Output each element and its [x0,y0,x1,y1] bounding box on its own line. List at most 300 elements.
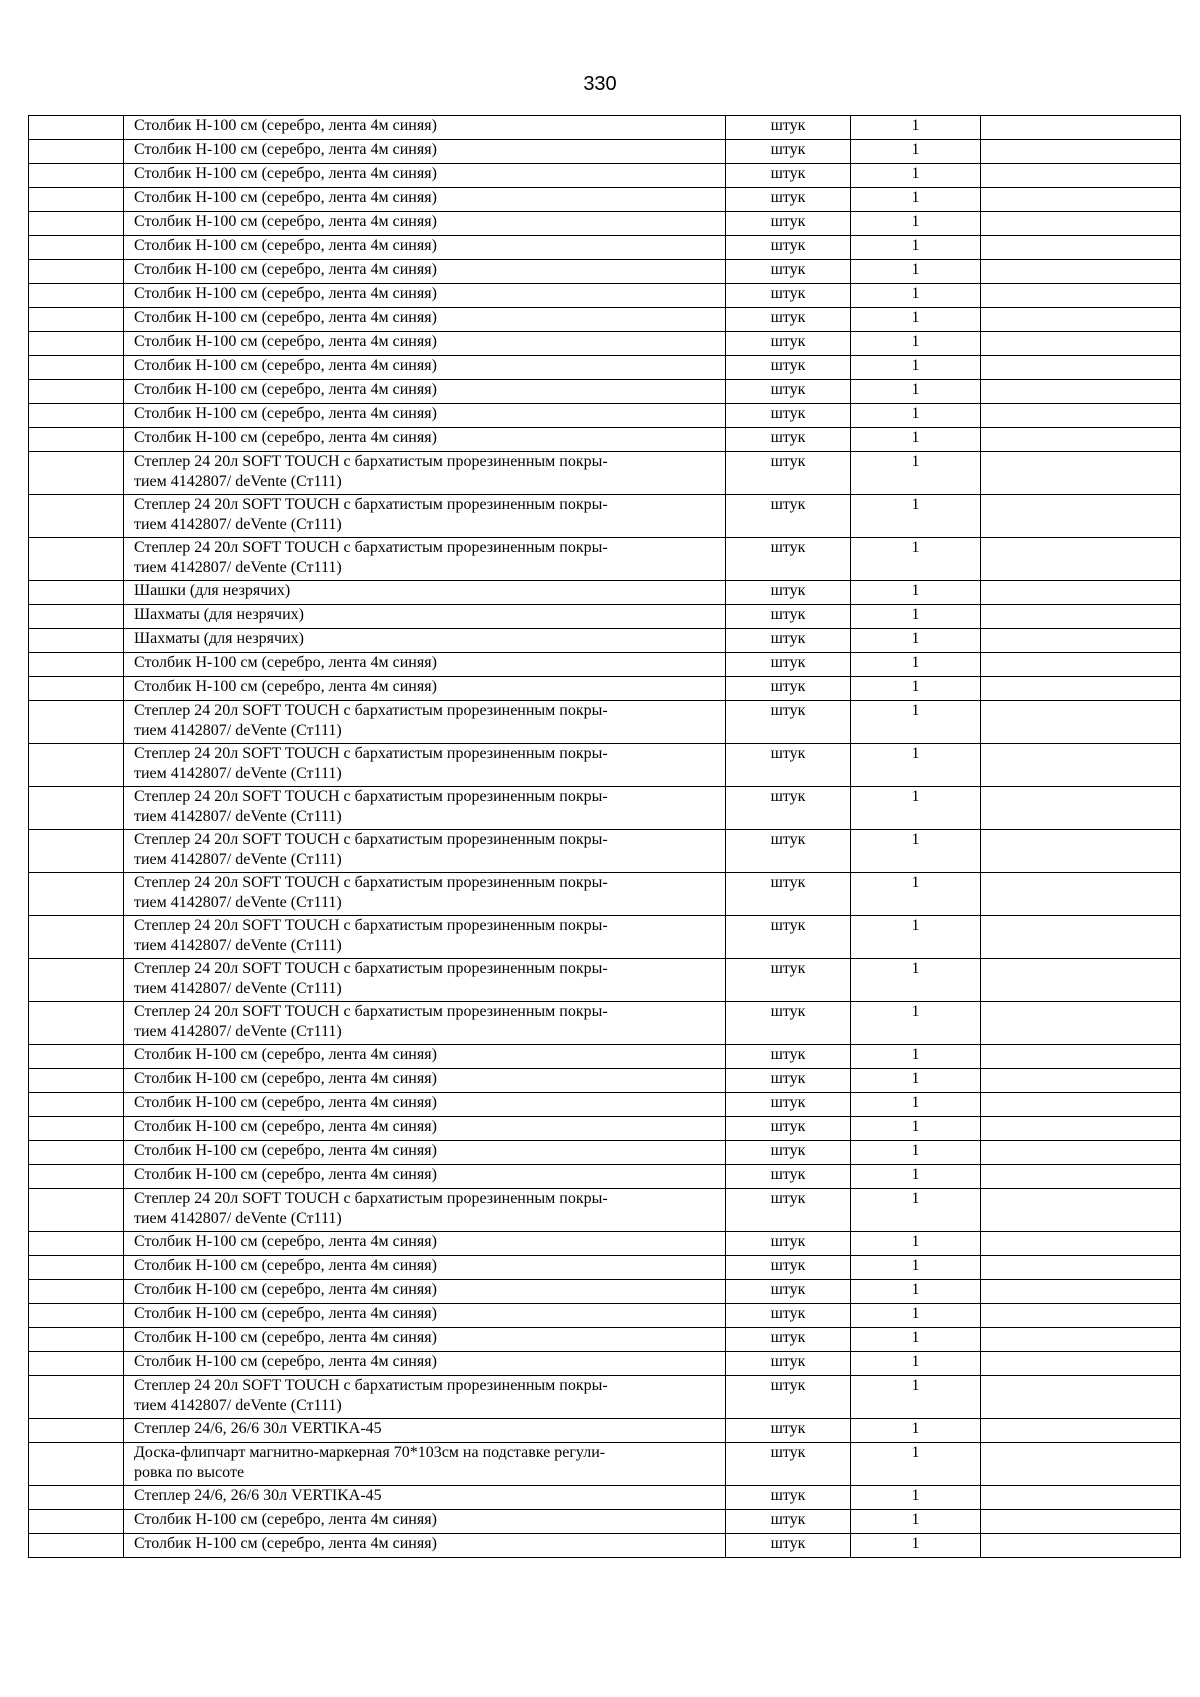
table-row [29,605,1181,629]
item-name-line: Столбик Н-100 см (серебро, лента 4м синяя) [134,213,437,230]
table-row [29,1376,1181,1419]
table-row [29,581,1181,605]
page-number: 330 [583,73,617,95]
table-row [29,1419,1181,1443]
item-name-line: Степлер 24 20л SOFT TOUCH с бархатистым прорезиненным покры- [134,539,608,556]
item-name-line: тием 4142807/ deVente (Ст111) [134,894,342,911]
item-name-line: Столбик Н-100 см (серебро, лента 4м синяя) [134,1535,437,1552]
item-name-line: Столбик Н-100 см (серебро, лента 4м синяя) [134,1166,437,1183]
item-name-line: Столбик Н-100 см (серебро, лента 4м синяя) [134,678,437,695]
table-row [29,260,1181,284]
item-unit-cell: штук [726,356,851,380]
row-number-cell [29,1352,124,1376]
item-quantity-cell: 1 [851,873,981,916]
item-unit-cell: штук [726,164,851,188]
item-name-line: Столбик Н-100 см (серебро, лента 4м синяя) [134,261,437,278]
notes-cell [981,1093,1181,1117]
table-row [29,212,1181,236]
row-number-cell [29,452,124,495]
notes-cell [981,1232,1181,1256]
row-number-cell [29,830,124,873]
notes-cell [981,1376,1181,1419]
item-quantity-cell: 1 [851,188,981,212]
item-quantity-cell: 1 [851,1002,981,1045]
items-table [28,115,1181,1558]
item-name-line: Столбик Н-100 см (серебро, лента 4м синяя) [134,405,437,422]
item-name-line: тием 4142807/ deVente (Ст111) [134,765,342,782]
row-number-cell [29,428,124,452]
item-name-cell [124,356,726,380]
item-quantity-cell: 1 [851,1069,981,1093]
table-row [29,959,1181,1002]
table-row [29,1093,1181,1117]
item-name-cell [124,428,726,452]
table-row [29,744,1181,787]
item-name-cell [124,677,726,701]
item-name-line: Столбик Н-100 см (серебро, лента 4м синяя) [134,654,437,671]
item-unit-cell: штук [726,1328,851,1352]
item-name-line: Столбик Н-100 см (серебро, лента 4м синяя) [134,141,437,158]
item-name-cell [124,140,726,164]
row-number-cell [29,140,124,164]
row-number-cell [29,629,124,653]
notes-cell [981,260,1181,284]
notes-cell [981,1510,1181,1534]
item-name-line: Степлер 24 20л SOFT TOUCH с бархатистым прорезиненным покры- [134,453,608,470]
item-name-cell [124,1376,726,1419]
table-row [29,1486,1181,1510]
table-row [29,284,1181,308]
item-name-line: ровка по высоте [134,1464,245,1481]
item-name-line: Столбик Н-100 см (серебро, лента 4м синяя) [134,165,437,182]
item-name-cell [124,1486,726,1510]
table-row [29,495,1181,538]
item-unit-cell: штук [726,873,851,916]
row-number-cell [29,1232,124,1256]
item-name-line: Степлер 24 20л SOFT TOUCH с бархатистым прорезиненным покры- [134,1377,608,1394]
table-row [29,1328,1181,1352]
item-name-line: Степлер 24 20л SOFT TOUCH с бархатистым прорезиненным покры- [134,745,608,762]
item-name-cell [124,629,726,653]
item-name-cell [124,188,726,212]
table-row [29,332,1181,356]
row-number-cell [29,1045,124,1069]
item-name-line: Столбик Н-100 см (серебро, лента 4м синяя) [134,1142,437,1159]
notes-cell [981,959,1181,1002]
item-quantity-cell: 1 [851,677,981,701]
item-name-cell [124,380,726,404]
item-name-line: Столбик Н-100 см (серебро, лента 4м синяя) [134,381,437,398]
table-row [29,404,1181,428]
item-name-cell [124,538,726,581]
item-quantity-cell: 1 [851,428,981,452]
item-unit-cell: штук [726,629,851,653]
table-row [29,380,1181,404]
item-unit-cell: штук [726,677,851,701]
item-quantity-cell: 1 [851,1117,981,1141]
item-unit-cell: штук [726,1165,851,1189]
row-number-cell [29,1256,124,1280]
item-quantity-cell: 1 [851,1534,981,1558]
item-unit-cell: штук [726,581,851,605]
item-name-cell [124,1002,726,1045]
table-row [29,1534,1181,1558]
notes-cell [981,581,1181,605]
item-unit-cell: штук [726,605,851,629]
row-number-cell [29,581,124,605]
row-number-cell [29,356,124,380]
item-unit-cell: штук [726,116,851,140]
row-number-cell [29,1189,124,1232]
item-name-line: Степлер 24 20л SOFT TOUCH с бархатистым прорезиненным покры- [134,917,608,934]
item-name-cell [124,495,726,538]
notes-cell [981,1328,1181,1352]
notes-cell [981,308,1181,332]
item-unit-cell: штук [726,308,851,332]
item-name-line: тием 4142807/ deVente (Ст111) [134,1210,342,1227]
item-name-cell [124,873,726,916]
item-unit-cell: штук [726,701,851,744]
item-quantity-cell: 1 [851,1093,981,1117]
item-unit-cell: штук [726,744,851,787]
row-number-cell [29,916,124,959]
table-row [29,1045,1181,1069]
item-unit-cell: штук [726,959,851,1002]
item-name-line: Степлер 24 20л SOFT TOUCH с бархатистым прорезиненным покры- [134,496,608,513]
item-name-cell [124,260,726,284]
item-quantity-cell: 1 [851,701,981,744]
item-quantity-cell: 1 [851,1256,981,1280]
row-number-cell [29,380,124,404]
item-quantity-cell: 1 [851,212,981,236]
item-quantity-cell: 1 [851,380,981,404]
item-quantity-cell: 1 [851,1510,981,1534]
row-number-cell [29,188,124,212]
item-name-cell [124,1165,726,1189]
item-name-cell [124,1093,726,1117]
table-row [29,428,1181,452]
item-name-cell [124,404,726,428]
item-quantity-cell: 1 [851,830,981,873]
item-name-line: Столбик Н-100 см (серебро, лента 4м синяя) [134,1094,437,1111]
row-number-cell [29,1002,124,1045]
item-quantity-cell: 1 [851,916,981,959]
item-name-line: Шахматы (для незрячих) [134,630,304,647]
row-number-cell [29,653,124,677]
item-quantity-cell: 1 [851,1165,981,1189]
table-row [29,452,1181,495]
item-name-cell [124,653,726,677]
table-row [29,538,1181,581]
notes-cell [981,1534,1181,1558]
item-name-line: Шахматы (для незрячих) [134,606,304,623]
table-row [29,356,1181,380]
item-quantity-cell: 1 [851,1443,981,1486]
item-quantity-cell: 1 [851,1328,981,1352]
row-number-cell [29,1069,124,1093]
table-row [29,1232,1181,1256]
table-row [29,787,1181,830]
row-number-cell [29,701,124,744]
item-quantity-cell: 1 [851,452,981,495]
item-name-line: тием 4142807/ deVente (Ст111) [134,980,342,997]
table-row [29,1141,1181,1165]
table-row [29,1165,1181,1189]
item-name-cell [124,701,726,744]
notes-cell [981,188,1181,212]
row-number-cell [29,495,124,538]
item-name-line: Степлер 24 20л SOFT TOUCH с бархатистым прорезиненным покры- [134,702,608,719]
table-row [29,164,1181,188]
item-quantity-cell: 1 [851,164,981,188]
item-name-line: Столбик Н-100 см (серебро, лента 4м синяя) [134,1511,437,1528]
table-row [29,1069,1181,1093]
item-name-line: тием 4142807/ deVente (Ст111) [134,722,342,739]
notes-cell [981,116,1181,140]
table-row [29,308,1181,332]
notes-cell [981,1002,1181,1045]
item-unit-cell: штук [726,1534,851,1558]
row-number-cell [29,873,124,916]
item-quantity-cell: 1 [851,1232,981,1256]
notes-cell [981,1352,1181,1376]
item-name-line: Столбик Н-100 см (серебро, лента 4м синяя) [134,1281,437,1298]
item-name-cell [124,308,726,332]
item-name-line: Степлер 24 20л SOFT TOUCH с бархатистым прорезиненным покры- [134,874,608,891]
row-number-cell [29,744,124,787]
notes-cell [981,284,1181,308]
notes-cell [981,140,1181,164]
item-unit-cell: штук [726,916,851,959]
notes-cell [981,1486,1181,1510]
table-row [29,701,1181,744]
item-quantity-cell: 1 [851,1045,981,1069]
row-number-cell [29,164,124,188]
row-number-cell [29,116,124,140]
notes-cell [981,332,1181,356]
item-quantity-cell: 1 [851,744,981,787]
item-unit-cell: штук [726,1232,851,1256]
notes-cell [981,164,1181,188]
item-unit-cell: штук [726,284,851,308]
item-name-line: Степлер 24 20л SOFT TOUCH с бархатистым прорезиненным покры- [134,831,608,848]
item-name-line: Столбик Н-100 см (серебро, лента 4м синяя) [134,1118,437,1135]
notes-cell [981,236,1181,260]
item-name-cell [124,787,726,830]
row-number-cell [29,260,124,284]
item-name-line: Столбик Н-100 см (серебро, лента 4м синяя) [134,1233,437,1250]
item-quantity-cell: 1 [851,1419,981,1443]
item-unit-cell: штук [726,428,851,452]
notes-cell [981,380,1181,404]
row-number-cell [29,1376,124,1419]
table-row [29,236,1181,260]
row-number-cell [29,605,124,629]
item-unit-cell: штук [726,1141,851,1165]
notes-cell [981,495,1181,538]
item-quantity-cell: 1 [851,1376,981,1419]
notes-cell [981,1165,1181,1189]
item-name-line: Столбик Н-100 см (серебро, лента 4м синяя) [134,429,437,446]
item-name-cell [124,164,726,188]
item-name-cell [124,284,726,308]
notes-cell [981,1117,1181,1141]
item-quantity-cell: 1 [851,140,981,164]
item-name-cell [124,1141,726,1165]
notes-cell [981,677,1181,701]
item-name-cell [124,1328,726,1352]
item-unit-cell: штук [726,260,851,284]
item-name-cell [124,1189,726,1232]
item-name-line: Столбик Н-100 см (серебро, лента 4м синяя) [134,1070,437,1087]
item-unit-cell: штук [726,1093,851,1117]
table-row [29,1256,1181,1280]
row-number-cell [29,1486,124,1510]
item-unit-cell: штук [726,1117,851,1141]
item-name-line: тием 4142807/ deVente (Ст111) [134,937,342,954]
table-row [29,653,1181,677]
item-quantity-cell: 1 [851,284,981,308]
item-name-line: Столбик Н-100 см (серебро, лента 4м синяя) [134,333,437,350]
item-name-cell [124,1045,726,1069]
row-number-cell [29,1093,124,1117]
notes-cell [981,1256,1181,1280]
item-unit-cell: штук [726,452,851,495]
row-number-cell [29,1141,124,1165]
row-number-cell [29,1443,124,1486]
item-unit-cell: штук [726,1069,851,1093]
item-name-line: Столбик Н-100 см (серебро, лента 4м синяя) [134,1046,437,1063]
items-table-body [29,116,1181,1558]
item-unit-cell: штук [726,1486,851,1510]
notes-cell [981,356,1181,380]
item-unit-cell: штук [726,1443,851,1486]
row-number-cell [29,959,124,1002]
notes-cell [981,538,1181,581]
row-number-cell [29,1117,124,1141]
item-quantity-cell: 1 [851,605,981,629]
row-number-cell [29,787,124,830]
table-row [29,188,1181,212]
item-quantity-cell: 1 [851,538,981,581]
item-name-line: Столбик Н-100 см (серебро, лента 4м синяя) [134,1305,437,1322]
item-name-cell [124,452,726,495]
item-unit-cell: штук [726,787,851,830]
notes-cell [981,1280,1181,1304]
item-quantity-cell: 1 [851,236,981,260]
item-unit-cell: штук [726,538,851,581]
row-number-cell [29,677,124,701]
table-row [29,1002,1181,1045]
item-name-cell [124,1232,726,1256]
item-name-line: Степлер 24/6, 26/6 30л VERTIKA-45 [134,1420,382,1437]
item-quantity-cell: 1 [851,653,981,677]
row-number-cell [29,538,124,581]
table-row [29,1117,1181,1141]
notes-cell [981,830,1181,873]
table-row [29,140,1181,164]
item-name-line: тием 4142807/ deVente (Ст111) [134,559,342,576]
item-name-line: Столбик Н-100 см (серебро, лента 4м синяя) [134,309,437,326]
item-quantity-cell: 1 [851,308,981,332]
item-name-line: Шашки (для незрячих) [134,582,291,599]
item-name-cell [124,1256,726,1280]
row-number-cell [29,404,124,428]
item-unit-cell: штук [726,830,851,873]
notes-cell [981,404,1181,428]
notes-cell [981,1069,1181,1093]
item-unit-cell: штук [726,1256,851,1280]
item-name-cell [124,1443,726,1486]
item-unit-cell: штук [726,380,851,404]
item-name-line: Столбик Н-100 см (серебро, лента 4м синяя) [134,1329,437,1346]
item-unit-cell: штук [726,188,851,212]
item-name-cell [124,1304,726,1328]
item-name-cell [124,236,726,260]
item-name-cell [124,1419,726,1443]
item-unit-cell: штук [726,1304,851,1328]
item-quantity-cell: 1 [851,787,981,830]
table-row [29,1304,1181,1328]
item-name-cell [124,959,726,1002]
item-unit-cell: штук [726,495,851,538]
item-name-cell [124,744,726,787]
item-unit-cell: штук [726,1280,851,1304]
item-name-cell [124,116,726,140]
item-quantity-cell: 1 [851,356,981,380]
item-name-line: тием 4142807/ deVente (Ст111) [134,1397,342,1414]
table-row [29,830,1181,873]
notes-cell [981,787,1181,830]
row-number-cell [29,1304,124,1328]
notes-cell [981,701,1181,744]
item-name-line: Степлер 24 20л SOFT TOUCH с бархатистым прорезиненным покры- [134,960,608,977]
row-number-cell [29,1419,124,1443]
item-name-line: Степлер 24 20л SOFT TOUCH с бархатистым прорезиненным покры- [134,1190,608,1207]
item-quantity-cell: 1 [851,1141,981,1165]
item-quantity-cell: 1 [851,1280,981,1304]
row-number-cell [29,1280,124,1304]
item-quantity-cell: 1 [851,629,981,653]
item-name-line: Столбик Н-100 см (серебро, лента 4м синяя) [134,285,437,302]
notes-cell [981,1189,1181,1232]
table-row [29,916,1181,959]
item-unit-cell: штук [726,1045,851,1069]
item-quantity-cell: 1 [851,116,981,140]
item-name-line: тием 4142807/ deVente (Ст111) [134,473,342,490]
notes-cell [981,1045,1181,1069]
item-name-cell [124,1510,726,1534]
table-row [29,1443,1181,1486]
item-unit-cell: штук [726,212,851,236]
table-row [29,873,1181,916]
item-name-line: Столбик Н-100 см (серебро, лента 4м синяя) [134,1257,437,1274]
item-name-cell [124,916,726,959]
item-name-line: Столбик Н-100 см (серебро, лента 4м синяя) [134,1353,437,1370]
item-quantity-cell: 1 [851,404,981,428]
item-quantity-cell: 1 [851,1352,981,1376]
notes-cell [981,428,1181,452]
item-name-line: Столбик Н-100 см (серебро, лента 4м синяя) [134,237,437,254]
notes-cell [981,1419,1181,1443]
item-unit-cell: штук [726,140,851,164]
table-row [29,116,1181,140]
table-row [29,1352,1181,1376]
item-name-line: Степлер 24/6, 26/6 30л VERTIKA-45 [134,1487,382,1504]
item-name-cell [124,581,726,605]
row-number-cell [29,308,124,332]
notes-cell [981,212,1181,236]
